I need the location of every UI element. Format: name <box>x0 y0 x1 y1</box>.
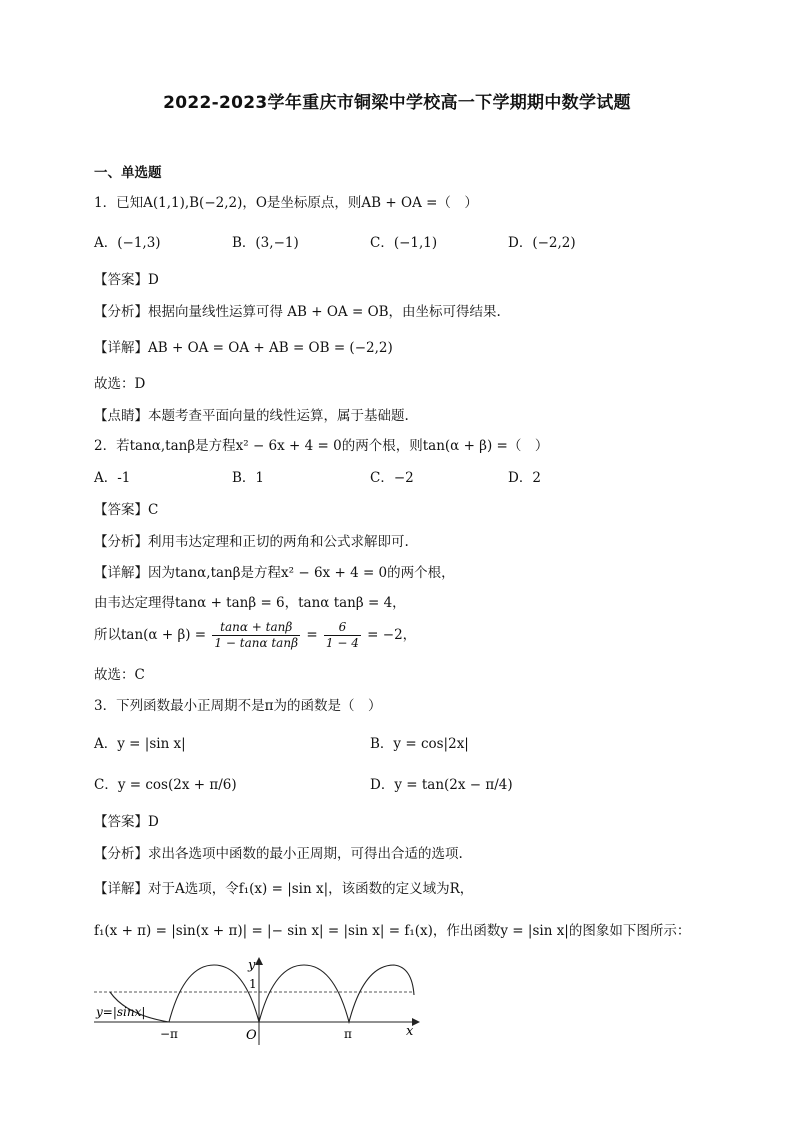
q2-equals: = <box>306 627 318 643</box>
section-heading: 一、单选题 <box>94 165 162 181</box>
q2-stem: 2．若tanα,tanβ是方程x² − 6x + 4 = 0的两个根，则tan(α + β) =（ ） <box>94 438 549 454</box>
q2-frac2-denominator: 1 − 4 <box>325 636 359 650</box>
q2-fraction-2 <box>324 620 361 651</box>
q2-option-a: A．-1 <box>94 470 131 486</box>
abs-sin-curve <box>110 965 414 1022</box>
q1-detail: 【详解】AB + OA = OA + AB = OB = (−2,2) <box>94 340 393 356</box>
q1-option-c: C．(−1,1) <box>370 235 438 251</box>
q3-detail-2: f₁(x + π) = |sin(x + π)| = |− sin x| = |sin x| = f₁(x)，作出函数y = |sin x|的图象如下图所示： <box>94 923 691 939</box>
q2-fraction-1 <box>212 620 300 651</box>
q1-answer: 【答案】D <box>94 272 159 288</box>
q1-option-d: D．(−2,2) <box>508 235 576 251</box>
q2-frac1-numerator: tanα + tanβ <box>212 620 300 636</box>
q2-option-b: B．1 <box>232 470 265 486</box>
q3-option-d: D．y = tan(2x − π/4) <box>370 777 513 793</box>
q3-option-c: C．y = cos(2x + π/6) <box>94 777 237 793</box>
q2-calculation <box>94 620 416 651</box>
q2-frac2-numerator: 6 <box>324 620 361 636</box>
q3-stem: 3．下列函数最小正周期不是π为的函数是（ ） <box>94 698 382 714</box>
graph-curve-label: y=|sinx| <box>96 1005 146 1019</box>
q2-detail: 【详解】因为tanα,tanβ是方程x² − 6x + 4 = 0的两个根， <box>94 565 455 581</box>
q3-answer: 【答案】D <box>94 814 159 830</box>
q3-analysis: 【分析】求出各选项中函数的最小正周期，可得出合适的选项. <box>94 846 463 862</box>
q2-calc-prefix: 所以tan(α + β) = <box>94 627 207 643</box>
q3-option-b: B．y = cos|2x| <box>370 736 469 752</box>
q1-option-a: A．(−1,3) <box>94 235 161 251</box>
graph-neg-pi-label: −π <box>160 1027 178 1041</box>
q1-comment: 【点睛】本题考查平面向量的线性运算，属于基础题. <box>94 408 409 424</box>
y-axis-arrow <box>255 957 263 965</box>
graph-x-label: x <box>406 1024 414 1039</box>
q3-detail: 【详解】对于A选项，令f₁(x) = |sin x|，该函数的定义域为R， <box>94 881 474 897</box>
q3-option-a: A．y = |sin x| <box>94 736 186 752</box>
graph-y-label: y <box>248 958 256 973</box>
graph-pi-label: π <box>344 1027 352 1041</box>
q1-option-b: B．(3,−1) <box>232 235 299 251</box>
graph-one-label: 1 <box>249 977 257 991</box>
q2-option-c: C．−2 <box>370 470 414 486</box>
graph-origin-label: O <box>246 1028 257 1043</box>
q2-answer: 【答案】C <box>94 502 159 518</box>
q2-analysis: 【分析】利用韦达定理和正切的两角和公式求解即可. <box>94 534 409 550</box>
q1-choose: 故选：D <box>94 376 146 392</box>
q2-choose: 故选：C <box>94 667 145 683</box>
q2-frac1-denominator: 1 − tanα tanβ <box>214 636 299 650</box>
q2-vieta: 由韦达定理得tanα + tanβ = 6，tanα tanβ = 4， <box>94 595 406 611</box>
q1-analysis: 【分析】根据向量线性运算可得 AB + OA = OB，由坐标可得结果. <box>94 304 501 320</box>
q1-stem: 1．已知A(1,1),B(−2,2)，O是坐标原点，则AB + OA =（ ） <box>94 195 478 211</box>
document-title: 2022-2023学年重庆市铜梁中学校高一下学期期中数学试题 <box>163 93 631 113</box>
q2-option-d: D．2 <box>508 470 541 486</box>
q2-calc-result: = −2， <box>367 627 417 643</box>
abs-sin-graph <box>94 955 424 1045</box>
